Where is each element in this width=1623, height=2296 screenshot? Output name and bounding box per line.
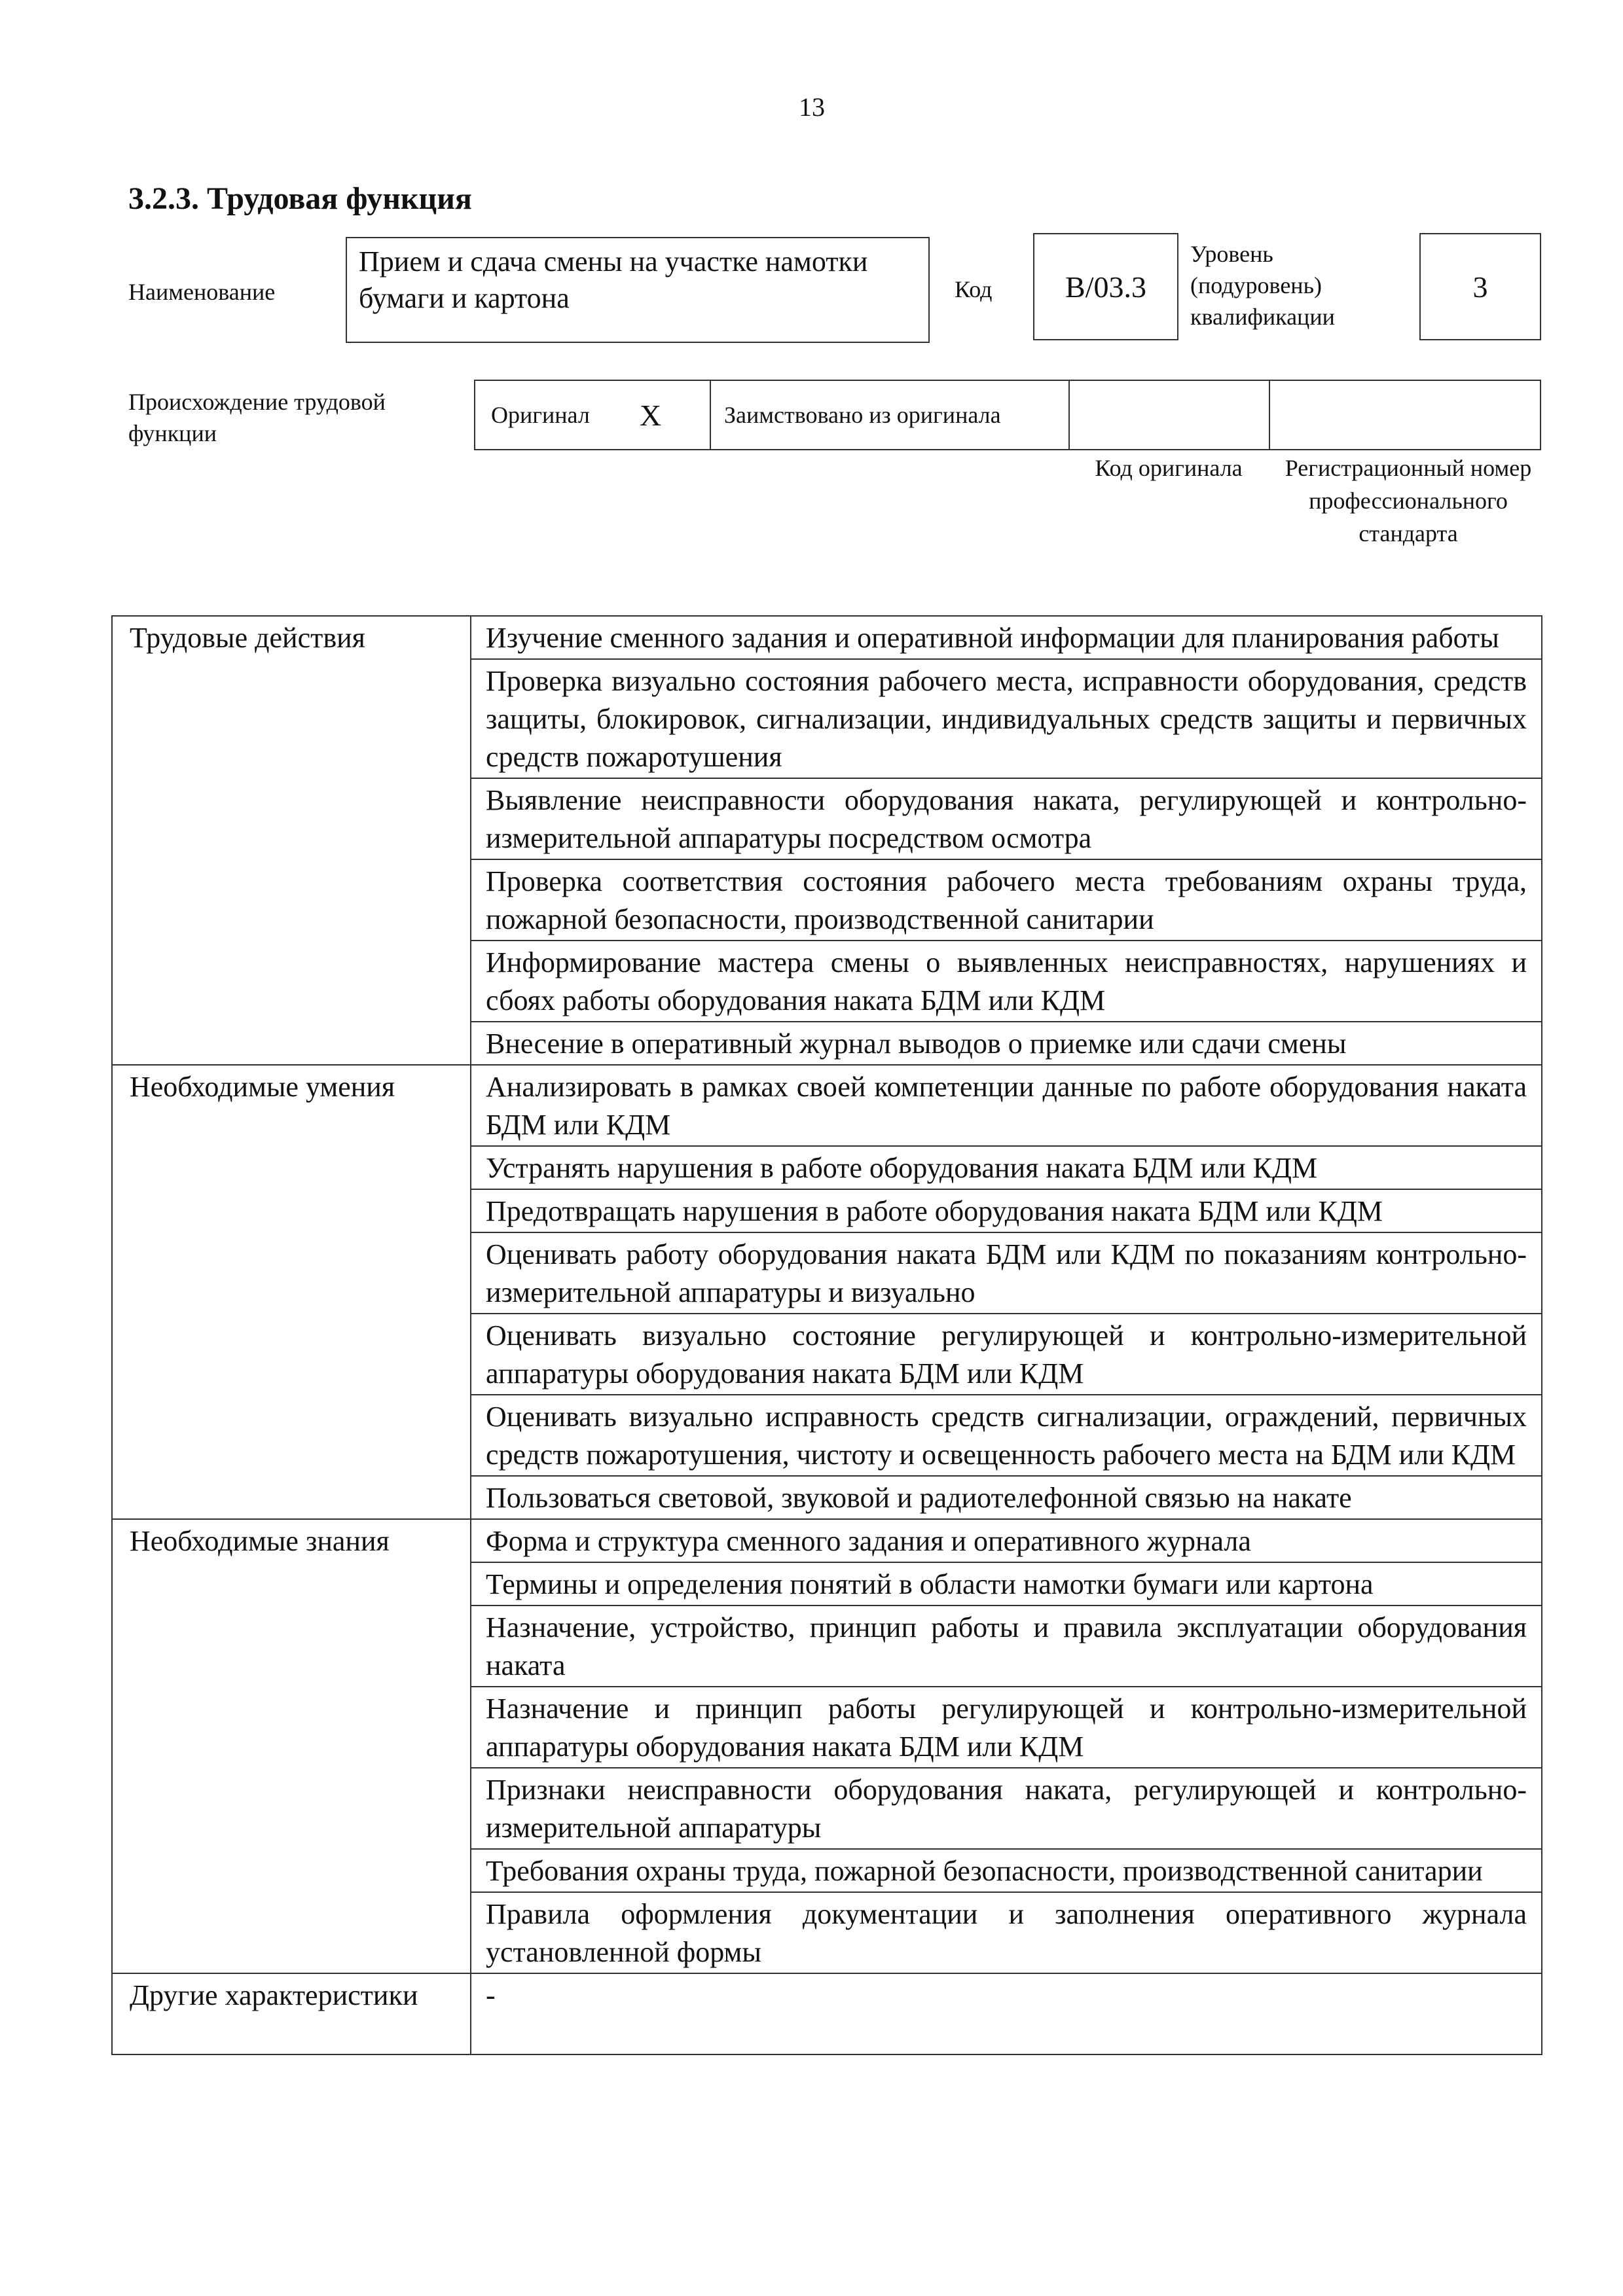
level-value-box: 3 (1419, 233, 1541, 340)
section-title-knowledge: Необходимые знания (112, 1519, 471, 1973)
section-title: 3.2.3. Трудовая функция (128, 181, 472, 216)
section-title-other: Другие характеристики (112, 1973, 471, 2054)
table-cell: Оценивать визуально исправность средств сигнализации, ограждений, первичных средств пожаротушения, чистоту и освещенность рабочего места на БДМ или КДМ (471, 1395, 1542, 1476)
section-title-skills: Необходимые умения (112, 1065, 471, 1519)
level-label: Уровень (подуровень) квалификации (1190, 241, 1335, 330)
table-cell: Назначение, устройство, принцип работы и правила эксплуатации оборудования наката (471, 1605, 1542, 1687)
table-cell: Изучение сменного задания и оперативной информации для планирования работы (471, 616, 1542, 659)
section-title-labor-actions: Трудовые действия (112, 616, 471, 1065)
code-original-caption: Код оригинала (1095, 455, 1243, 481)
name-label: Наименование (128, 279, 276, 305)
original-mark: X (639, 398, 662, 432)
table-cell: Проверка соответствия состояния рабочего места требованиям охраны труда, пожарной безопасности, производственной санитарии (471, 859, 1542, 941)
table-cell: Информирование мастера смены о выявленных неисправностях, нарушениях и сбоях работы оборудования наката БДМ или КДМ (471, 941, 1542, 1022)
page-number: 13 (799, 92, 825, 122)
original-cell (474, 381, 710, 449)
labor-function-table (111, 615, 1542, 2055)
borrowed-cell: Заимствовано из оригинала (710, 381, 1068, 449)
table-cell: Внесение в оперативный журнал выводов о приемке или сдачи смены (471, 1022, 1542, 1065)
table-cell: Форма и структура сменного задания и оперативного журнала (471, 1519, 1542, 1562)
table-cell: Термины и определения понятий в области намотки бумаги или картона (471, 1562, 1542, 1605)
table-cell: Требования охраны труда, пожарной безопасности, производственной санитарии (471, 1849, 1542, 1892)
table-cell: Выявление неисправности оборудования наката, регулирующей и контрольно-измерительной аппаратуры посредством осмотра (471, 778, 1542, 859)
table-cell: Назначение и принцип работы регулирующей и контрольно-измерительной аппаратуры оборудования наката БДМ или КДМ (471, 1687, 1542, 1768)
table-cell: Предотвращать нарушения в работе оборудования наката БДМ или КДМ (471, 1189, 1542, 1232)
table-row (112, 616, 1542, 659)
origin-label: Происхождение трудовой функции (128, 389, 386, 446)
table-row (112, 1519, 1542, 1562)
code-label: Код (955, 276, 993, 302)
table-cell: Пользоваться световой, звуковой и радиотелефонной связью на накате (471, 1476, 1542, 1519)
reg-number-cell (1269, 381, 1541, 449)
table-cell: Признаки неисправности оборудования наката, регулирующей и контрольно-измерительной аппаратуры (471, 1768, 1542, 1849)
table-cell: Устранять нарушения в работе оборудования наката БДМ или КДМ (471, 1146, 1542, 1189)
table-cell: Проверка визуально состояния рабочего места, исправности оборудования, средств защиты, блокировок, сигнализации, индивидуальных средств защиты и первичных средств пожаротушения (471, 659, 1542, 778)
origin-row (474, 380, 1541, 450)
code-value-box: B/03.3 (1033, 233, 1178, 340)
name-value-box: Прием и сдача смены на участке намотки бумаги и картона (346, 237, 930, 343)
original-label: Оригинал (491, 402, 590, 428)
reg-number-caption: Регистрационный номер профессионального стандарта (1285, 455, 1532, 547)
table-cell: Анализировать в рамках своей компетенции данные по работе оборудования наката БДМ или КДМ (471, 1065, 1542, 1146)
table-cell: - (471, 1973, 1542, 2054)
table-cell: Правила оформления документации и заполнения оперативного журнала установленной формы (471, 1892, 1542, 1973)
table-cell: Оценивать визуально состояние регулирующей и контрольно-измерительной аппаратуры оборудования наката БДМ или КДМ (471, 1314, 1542, 1395)
original-code-cell (1068, 381, 1269, 449)
table-row (112, 1065, 1542, 1146)
table-cell: Оценивать работу оборудования наката БДМ или КДМ по показаниям контрольно-измерительной аппаратуры и визуально (471, 1232, 1542, 1314)
table-row (112, 1973, 1542, 2054)
